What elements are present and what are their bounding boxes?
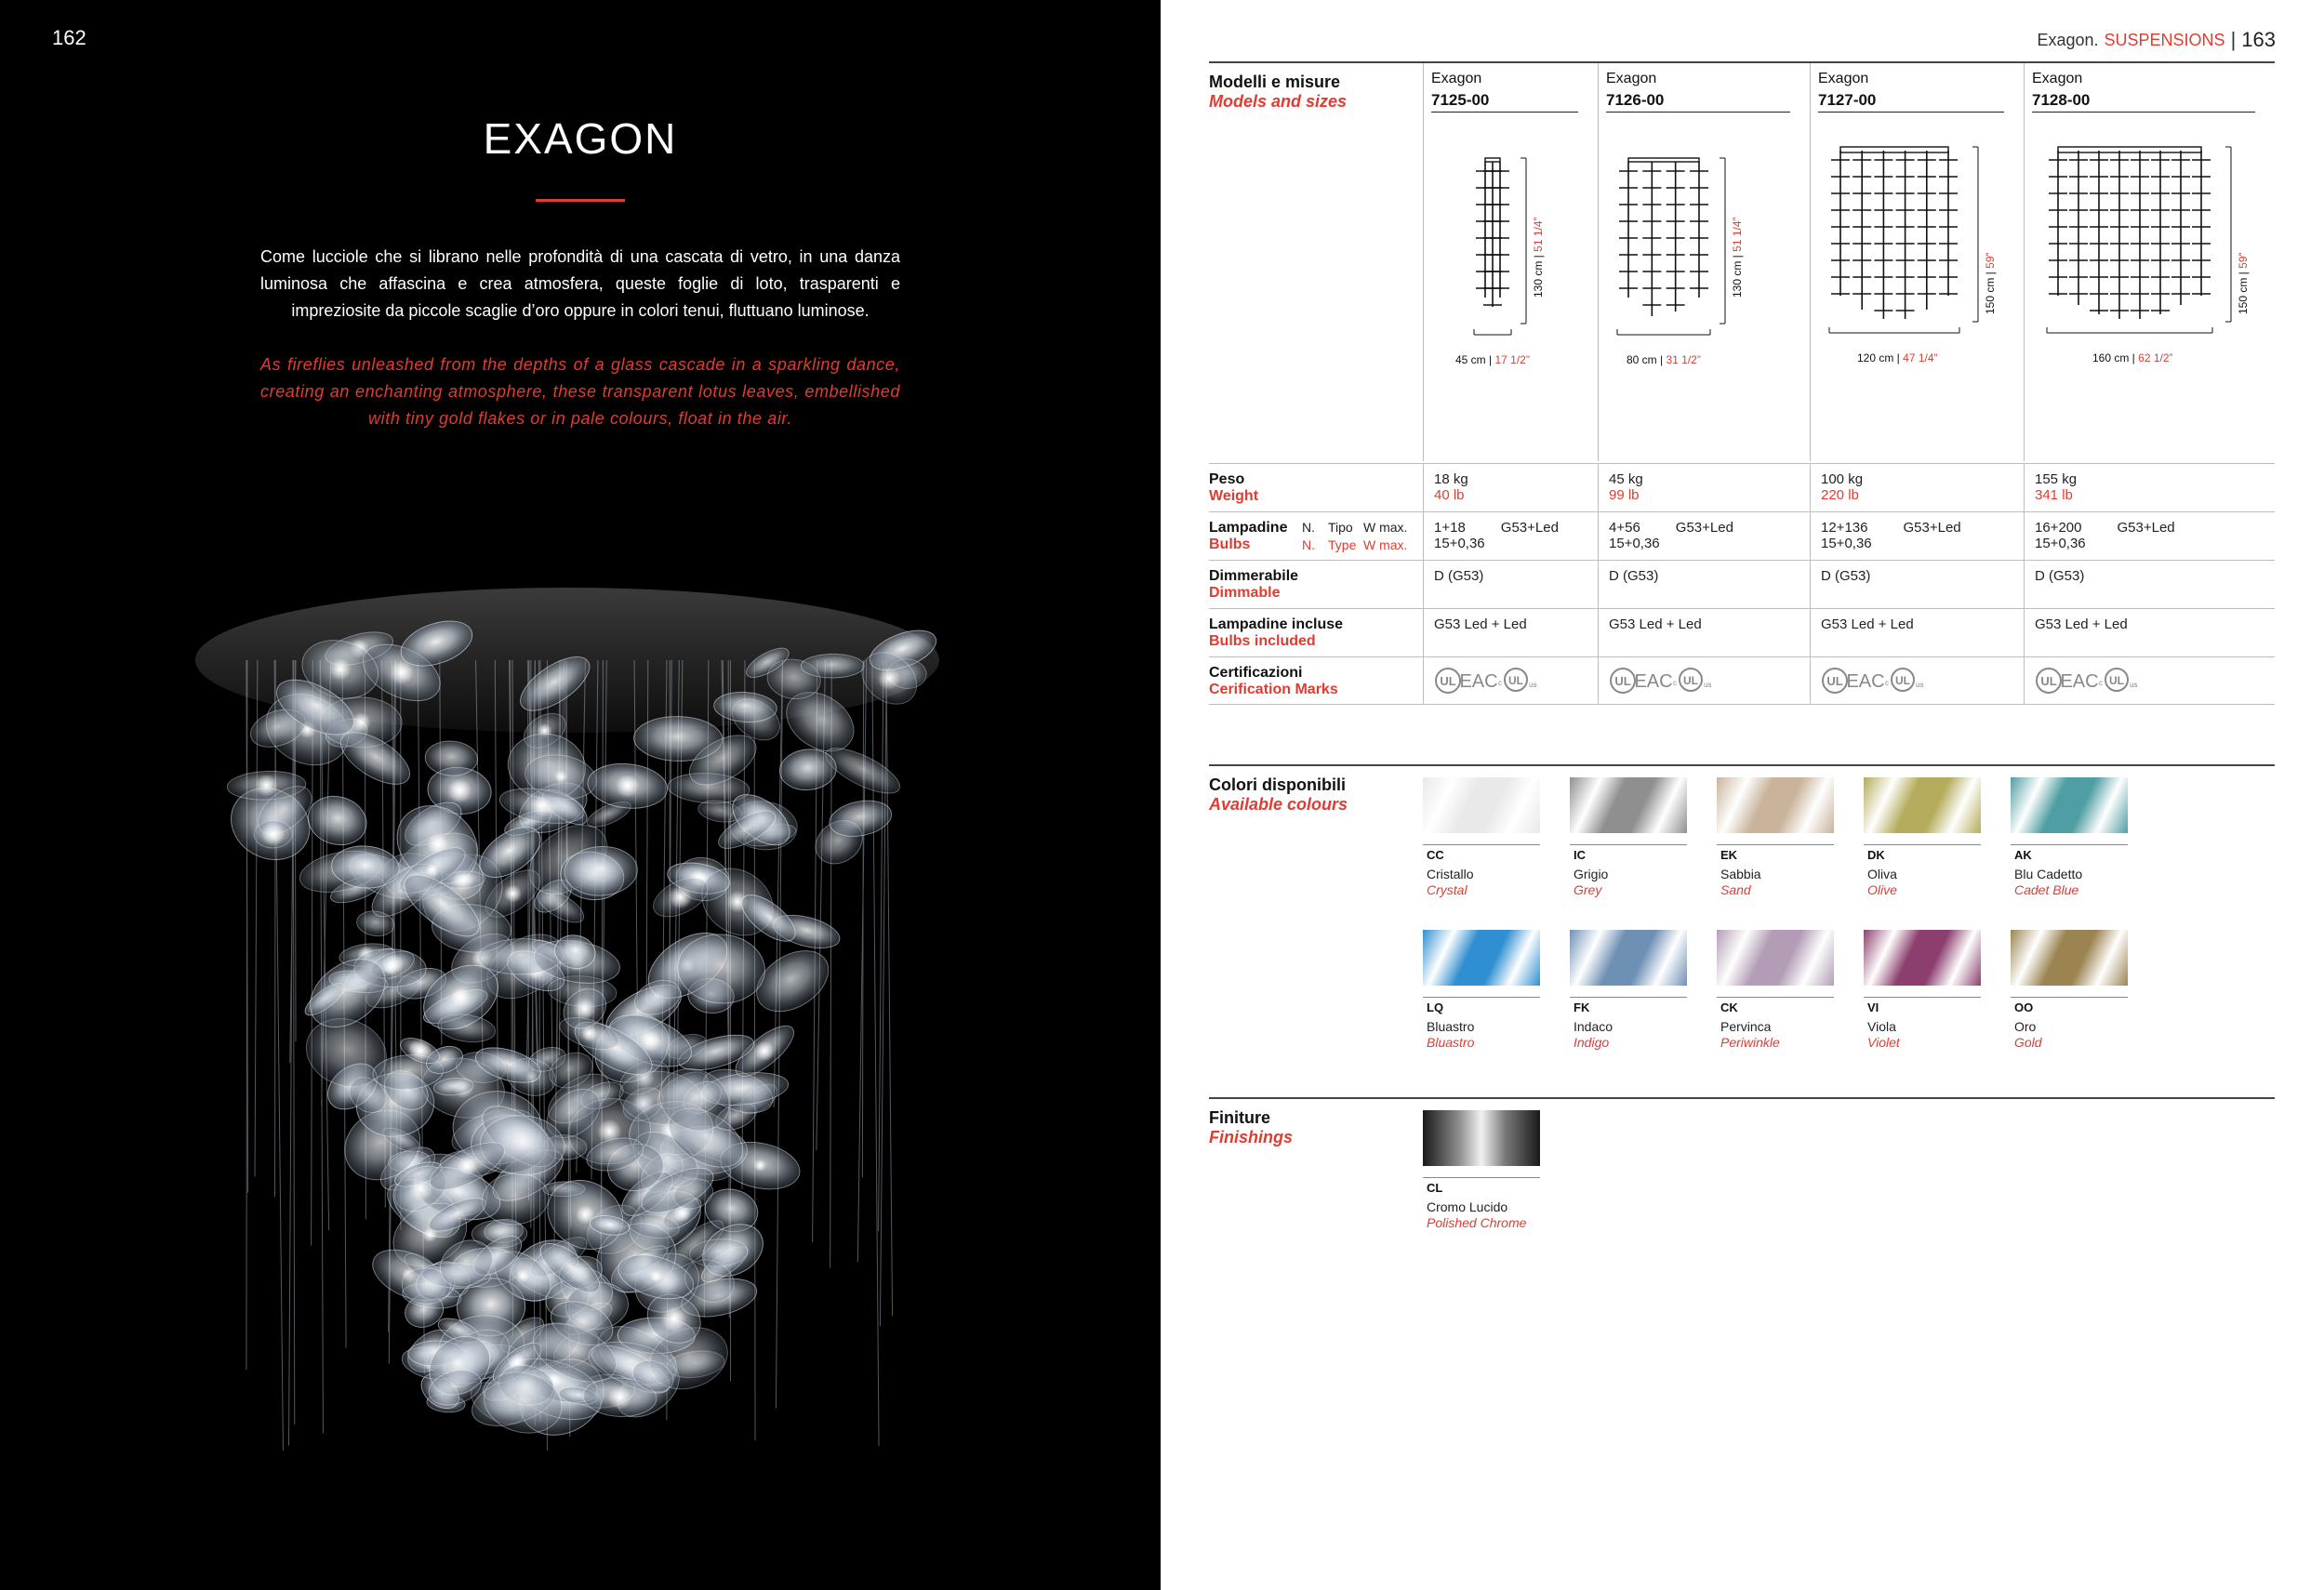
models-label-en: Models and sizes xyxy=(1209,92,1348,111)
colours-label xyxy=(1209,775,1348,815)
included-value: G53 Led + Led xyxy=(1821,616,1914,632)
column-divider xyxy=(2024,464,2025,511)
model-code: 7125-00 xyxy=(1431,91,1490,109)
bulbs-sub-wmax: W max. xyxy=(1363,520,1408,535)
cert-label-en: Cerification Marks xyxy=(1209,682,1338,697)
cert-marks xyxy=(1821,665,1932,701)
svg-text:c: c xyxy=(1673,679,1677,687)
column-divider xyxy=(1810,657,1811,704)
swatch-name: Bluastro xyxy=(1427,1019,1475,1034)
finishings-label-en: Finishings xyxy=(1209,1128,1293,1146)
svg-text:us: us xyxy=(1916,681,1924,689)
swatch-name-en: Gold xyxy=(2014,1035,2042,1050)
model-column-7126-00 xyxy=(1598,63,1810,461)
height-dimension: 150 cm | 59” xyxy=(2237,252,2250,314)
included-label-it: Lampadine incluse xyxy=(1209,616,1344,632)
swatch-code: VI xyxy=(1867,1000,1879,1014)
swatch-ek xyxy=(1717,777,1834,833)
product-title: EXAGON xyxy=(483,114,678,163)
swatch-code: CK xyxy=(1720,1000,1738,1014)
svg-text:UL: UL xyxy=(1614,674,1631,688)
weight-value: 155 kg 341 lb xyxy=(2035,471,2078,503)
column-divider xyxy=(1598,657,1599,704)
model-code: 7127-00 xyxy=(1818,91,1877,109)
column-divider xyxy=(2024,657,2025,704)
model-schematic xyxy=(1811,63,2025,370)
swatch-ck xyxy=(1717,930,1834,986)
bulbs-sub-type-en: Type xyxy=(1328,537,1357,552)
swatch-fk xyxy=(1570,930,1687,986)
swatch-ic xyxy=(1570,777,1687,833)
header-section: SUSPENSIONS xyxy=(2104,30,2225,49)
swatch-name: Pervinca xyxy=(1720,1019,1772,1034)
model-name: Exagon xyxy=(2032,71,2083,86)
column-divider xyxy=(1423,512,1424,560)
swatch-code: AK xyxy=(2014,848,2032,862)
swatch-name: Grigio xyxy=(1574,867,1609,881)
swatch-dk xyxy=(1864,777,1981,833)
row-bulbs-included xyxy=(1209,608,2275,656)
column-divider xyxy=(1423,464,1424,511)
bulbs-sub-type: Tipo xyxy=(1328,520,1353,535)
swatch-name-en: Grey xyxy=(1574,882,1602,897)
swatch-name: Cristallo xyxy=(1427,867,1474,881)
finishings-label xyxy=(1209,1108,1293,1147)
header-separator: | xyxy=(2230,28,2237,51)
dimmable-value: D (G53) xyxy=(1434,568,1484,584)
swatch-code: CC xyxy=(1427,848,1444,862)
svg-text:UL: UL xyxy=(1895,674,1910,687)
swatch-name: Blu Cadetto xyxy=(2014,867,2083,881)
colours-rule xyxy=(1209,764,2275,766)
svg-text:us: us xyxy=(1529,681,1537,689)
swatch-name-en: Cadet Blue xyxy=(2014,882,2079,897)
swatch-lq xyxy=(1423,930,1540,986)
bulbs-value: 12+136 G53+Led 15+0,36 xyxy=(1821,520,1961,551)
dimmable-value: D (G53) xyxy=(2035,568,2085,584)
svg-text:us: us xyxy=(2130,681,2138,689)
height-dimension: 130 cm | 51 1/4” xyxy=(1532,217,1545,298)
column-divider xyxy=(1598,512,1599,560)
column-divider xyxy=(1810,609,1811,656)
bulbs-value: 16+200 G53+Led 15+0,36 xyxy=(2035,520,2175,551)
bulbs-sub-n: N. xyxy=(1302,520,1315,535)
finish-name-en: Polished Chrome xyxy=(1427,1215,1527,1230)
header-brand: Exagon. xyxy=(2037,30,2099,49)
left-page xyxy=(0,0,1161,1590)
page-number-right: 163 xyxy=(2241,28,2276,51)
chandelier-photo xyxy=(177,558,995,1451)
model-column-7127-00 xyxy=(1810,63,2024,461)
right-page xyxy=(1161,0,2324,1590)
row-certifications xyxy=(1209,656,2275,705)
swatch-rule xyxy=(2011,997,2128,998)
title-underline xyxy=(536,199,625,202)
svg-text:UL: UL xyxy=(2040,674,2057,688)
dimmable-label-it: Dimmerabile xyxy=(1209,568,1299,584)
swatch-rule xyxy=(1717,997,1834,998)
swatch-name-en: Periwinkle xyxy=(1720,1035,1780,1050)
swatch-name: Oro xyxy=(2014,1019,2037,1034)
width-dimension: 120 cm | 47 1/4” xyxy=(1857,351,1938,364)
swatch-rule xyxy=(1717,844,1834,845)
model-schematic xyxy=(1599,63,1811,370)
swatch-rule xyxy=(1570,844,1687,845)
cert-marks xyxy=(1434,665,1546,701)
svg-text:c: c xyxy=(1498,679,1502,687)
row-dimmable xyxy=(1209,560,2275,608)
swatch-rule xyxy=(1423,1177,1540,1178)
svg-text:EAC: EAC xyxy=(1634,671,1673,692)
bulbs-sub-n-en: N. xyxy=(1302,537,1315,552)
intro-english: As fireflies unleashed from the depths of a glass cascade in a sparkling dance, creating an enchanting atmosphere, these transparent lotus leaves, embellished with tiny gold flakes or in pale colours, float in the air. xyxy=(260,355,900,428)
cert-marks xyxy=(1609,665,1720,701)
row-bulbs xyxy=(1209,511,2275,560)
swatch-code: FK xyxy=(1574,1000,1590,1014)
column-divider xyxy=(1810,464,1811,511)
swatch-cc xyxy=(1423,777,1540,833)
height-dimension: 130 cm | 51 1/4” xyxy=(1731,217,1744,298)
dimmable-value: D (G53) xyxy=(1609,568,1659,584)
weight-label-en: Weight xyxy=(1209,488,1259,504)
swatch-code: DK xyxy=(1867,848,1885,862)
bulbs-label-en: Bulbs xyxy=(1209,537,1251,552)
finishings-rule xyxy=(1209,1097,2275,1099)
svg-text:UL: UL xyxy=(1508,674,1523,687)
page-header xyxy=(2037,28,2276,52)
swatch-oo xyxy=(2011,930,2128,986)
finish-name: Cromo Lucido xyxy=(1427,1199,1508,1214)
model-name: Exagon xyxy=(1818,71,1869,86)
swatch-name-en: Crystal xyxy=(1427,882,1467,897)
width-dimension: 80 cm | 31 1/2” xyxy=(1627,353,1701,366)
svg-text:us: us xyxy=(1704,681,1712,689)
swatch-name-en: Indigo xyxy=(1574,1035,1610,1050)
width-dimension: 45 cm | 17 1/2” xyxy=(1455,353,1530,366)
weight-value: 100 kg 220 lb xyxy=(1821,471,1864,503)
column-divider xyxy=(2024,561,2025,608)
included-value: G53 Led + Led xyxy=(1434,616,1527,632)
colours-label-en: Available colours xyxy=(1209,795,1348,814)
cert-label-it: Certificazioni xyxy=(1209,665,1303,681)
weight-value: 18 kg 40 lb xyxy=(1434,471,1468,503)
swatch-code: IC xyxy=(1574,848,1586,862)
swatch-code: OO xyxy=(2014,1000,2034,1014)
swatch-rule xyxy=(1864,844,1981,845)
finish-code: CL xyxy=(1427,1181,1443,1195)
column-divider xyxy=(2024,512,2025,560)
column-divider xyxy=(1598,609,1599,656)
column-divider xyxy=(1423,657,1424,704)
column-divider xyxy=(1810,512,1811,560)
bulbs-value: 1+18 G53+Led 15+0,36 xyxy=(1434,520,1559,551)
dimmable-label-en: Dimmable xyxy=(1209,585,1281,601)
swatch-name-en: Bluastro xyxy=(1427,1035,1475,1050)
svg-text:EAC: EAC xyxy=(1459,671,1498,692)
model-name: Exagon xyxy=(1431,71,1482,86)
swatch-rule xyxy=(2011,844,2128,845)
swatch-cl xyxy=(1423,1110,1540,1166)
cert-marks xyxy=(2035,665,2146,701)
swatch-name-en: Sand xyxy=(1720,882,1751,897)
dimmable-value: D (G53) xyxy=(1821,568,1871,584)
swatch-name-en: Violet xyxy=(1867,1035,1900,1050)
column-divider xyxy=(1423,609,1424,656)
height-dimension: 150 cm | 59” xyxy=(1984,252,1997,314)
column-divider xyxy=(1598,561,1599,608)
row-weight xyxy=(1209,463,2275,511)
model-code: 7128-00 xyxy=(2032,91,2091,109)
swatch-rule xyxy=(1423,997,1540,998)
model-code: 7126-00 xyxy=(1606,91,1665,109)
swatch-code: LQ xyxy=(1427,1000,1444,1014)
included-label-en: Bulbs included xyxy=(1209,633,1316,649)
column-divider xyxy=(1810,561,1811,608)
svg-text:EAC: EAC xyxy=(1846,671,1885,692)
svg-text:c: c xyxy=(1885,679,1889,687)
weight-value: 45 kg 99 lb xyxy=(1609,471,1643,503)
model-column-7128-00 xyxy=(2024,63,2275,461)
column-divider xyxy=(2024,609,2025,656)
svg-text:UL: UL xyxy=(2109,674,2124,687)
svg-text:UL: UL xyxy=(1826,674,1843,688)
swatch-name: Sabbia xyxy=(1720,867,1761,881)
swatch-vi xyxy=(1864,930,1981,986)
model-schematic xyxy=(1424,63,1599,370)
swatch-code: EK xyxy=(1720,848,1738,862)
model-schematic xyxy=(2025,63,2276,370)
model-name: Exagon xyxy=(1606,71,1657,86)
swatch-rule xyxy=(1423,844,1540,845)
swatch-rule xyxy=(1864,997,1981,998)
svg-text:c: c xyxy=(2099,679,2103,687)
colours-label-it: Colori disponibili xyxy=(1209,775,1346,794)
svg-text:UL: UL xyxy=(1683,674,1698,687)
column-divider xyxy=(1598,464,1599,511)
bulbs-sub-wmax-en: W max. xyxy=(1363,537,1408,552)
included-value: G53 Led + Led xyxy=(2035,616,2128,632)
models-label-it: Modelli e misure xyxy=(1209,73,1341,91)
bulbs-value: 4+56 G53+Led 15+0,36 xyxy=(1609,520,1733,551)
swatch-name-en: Olive xyxy=(1867,882,1897,897)
finishings-label-it: Finiture xyxy=(1209,1108,1270,1127)
models-label xyxy=(1209,73,1347,112)
swatch-name: Viola xyxy=(1867,1019,1896,1034)
swatch-name: Oliva xyxy=(1867,867,1897,881)
svg-text:EAC: EAC xyxy=(2060,671,2099,692)
page-number-left: 162 xyxy=(52,26,86,49)
swatch-name: Indaco xyxy=(1574,1019,1614,1034)
bulbs-label-it: Lampadine xyxy=(1209,520,1288,536)
weight-label-it: Peso xyxy=(1209,471,1245,487)
column-divider xyxy=(1423,561,1424,608)
swatch-ak xyxy=(2011,777,2128,833)
svg-text:UL: UL xyxy=(1440,674,1456,688)
width-dimension: 160 cm | 62 1/2” xyxy=(2092,351,2173,364)
intro-italian: Come lucciole che si librano nelle profondità di una cascata di vetro, in una danza luminosa che affascina e crea atmosfera, queste foglie di loto, trasparenti e impreziosite da piccole scaglie d’oro oppure in colori tenui, fluttuano luminose. xyxy=(260,247,900,320)
swatch-rule xyxy=(1570,997,1687,998)
included-value: G53 Led + Led xyxy=(1609,616,1702,632)
model-column-7125-00 xyxy=(1423,63,1598,461)
